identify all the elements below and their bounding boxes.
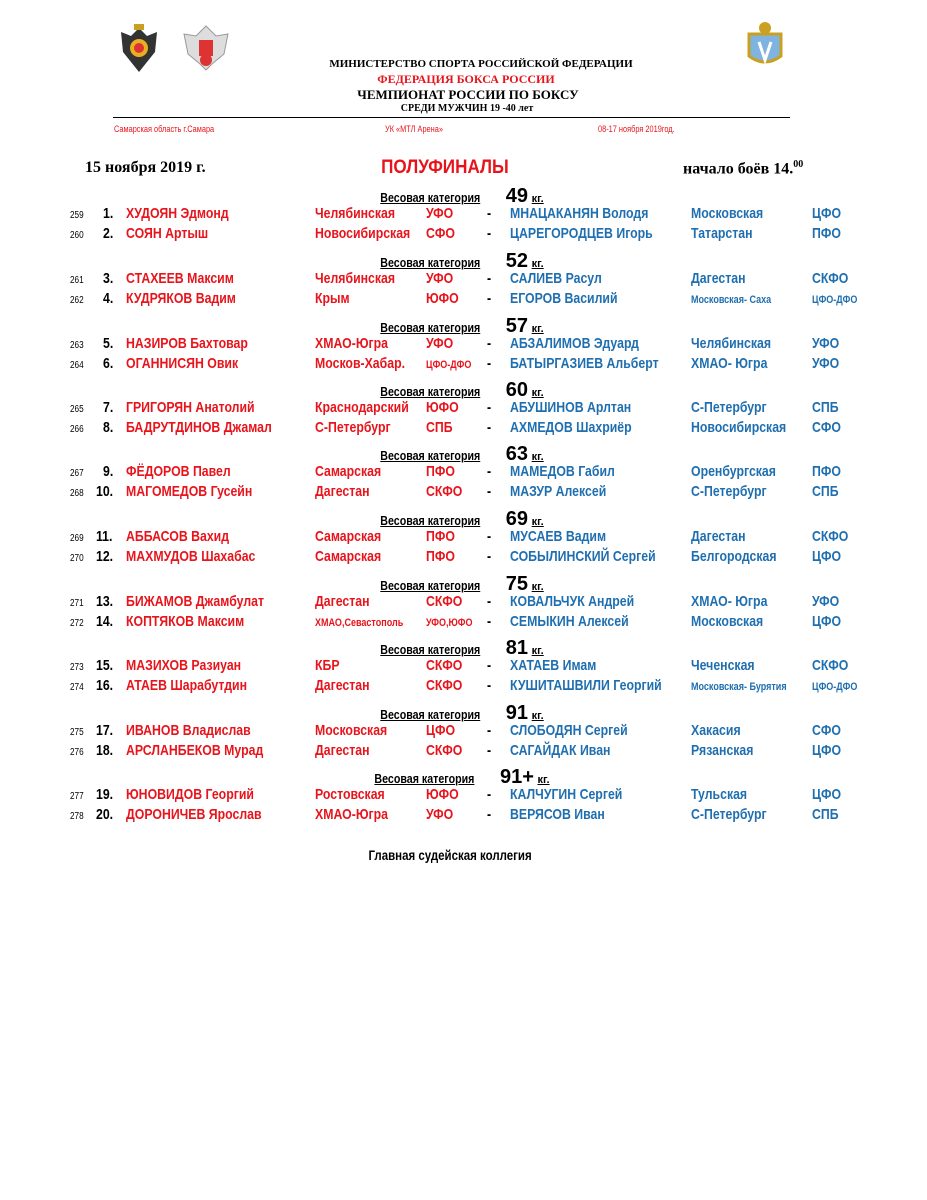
blue-boxer-name: ЕГОРОВ Василий <box>510 289 618 307</box>
weight-category-header: Весовая категория 91 кг. <box>380 702 544 724</box>
blue-boxer-region: Белгородская <box>691 547 777 565</box>
blue-boxer-district: СФО <box>812 722 841 739</box>
red-boxer-region: Москов-Хабар. <box>315 354 406 372</box>
bout-number: 276 <box>70 746 84 758</box>
red-boxer-region: Дагестан <box>315 593 370 610</box>
championship-title: ЧЕМПИОНАТ РОССИИ ПО БОКСУ <box>357 87 579 102</box>
versus-dash: - <box>487 289 492 307</box>
bout-index: 7. <box>103 399 114 416</box>
versus-dash: - <box>487 786 492 803</box>
bout-number: 260 <box>70 229 84 241</box>
versus-dash: - <box>487 418 492 436</box>
blue-boxer-district: УФО <box>812 335 840 352</box>
red-boxer-district: СКФО <box>426 676 463 694</box>
blue-boxer-district: УФО <box>812 354 840 372</box>
weight-category-header: Весовая категория 63 кг. <box>380 443 544 465</box>
red-boxer-district: ПФО <box>426 547 455 565</box>
bout-number: 277 <box>70 791 84 802</box>
red-boxer-region: Челябинская <box>315 270 396 287</box>
red-boxer-region: ХМАО,Севастополь <box>315 616 404 629</box>
blue-boxer-district: ЦФО-ДФО <box>812 680 858 693</box>
bout-index: 15. <box>96 657 114 674</box>
blue-boxer-region: Дагестан <box>691 270 746 287</box>
red-boxer-region: Самарская <box>315 528 382 545</box>
weight-category-header: Весовая категория 49 кг. <box>380 185 544 207</box>
bout-number: 264 <box>70 359 84 371</box>
russian-eagle-emblem-icon <box>117 22 161 74</box>
blue-boxer-district: ПФО <box>812 463 841 480</box>
versus-dash: - <box>487 463 492 480</box>
bout-number: 265 <box>70 404 84 415</box>
red-boxer-district: УФО <box>426 805 454 823</box>
bout-index: 20. <box>96 805 114 823</box>
red-boxer-name: СТАХЕЕВ Максим <box>126 270 234 287</box>
red-boxer-name: ГРИГОРЯН Анатолий <box>126 399 255 416</box>
red-boxer-region: ХМАО-Югра <box>315 335 389 352</box>
weight-category-header: Весовая категория 52 кг. <box>380 250 544 272</box>
blue-boxer-region: Челябинская <box>691 335 772 352</box>
blue-boxer-name: САЛИЕВ Расул <box>510 270 602 287</box>
red-boxer-region: Дагестан <box>315 741 370 759</box>
bout-index: 2. <box>103 224 114 242</box>
blue-boxer-region: Оренбургская <box>691 463 776 480</box>
red-boxer-district: СКФО <box>426 593 463 610</box>
blue-boxer-name: АХМЕДОВ Шахриёр <box>510 418 632 436</box>
blue-boxer-district: ЦФО <box>812 741 842 759</box>
session-date: 15 ноября 2019 г. <box>85 159 206 176</box>
blue-boxer-name: КОВАЛЬЧУК Андрей <box>510 593 635 610</box>
bout-number: 262 <box>70 294 84 306</box>
blue-boxer-name: КУШИТАШВИЛИ Георгий <box>510 676 662 694</box>
red-boxer-region: КБР <box>315 657 340 674</box>
red-boxer-district: ЮФО <box>426 399 459 416</box>
blue-boxer-region: Тульская <box>691 786 748 803</box>
red-boxer-name: БИЖАМОВ Джамбулат <box>126 593 265 610</box>
blue-boxer-name: АБЗАЛИМОВ Эдуард <box>510 335 639 352</box>
footer-signature: Главная судейская коллегия <box>368 847 532 863</box>
header-divider <box>113 117 790 118</box>
blue-boxer-name: МНАЦАКАНЯН Володя <box>510 205 649 222</box>
blue-boxer-region: Чеченская <box>691 657 755 674</box>
blue-boxer-region: Рязанская <box>691 741 754 759</box>
bout-index: 11. <box>96 528 113 545</box>
versus-dash: - <box>487 657 492 674</box>
bout-number: 267 <box>70 468 84 479</box>
blue-boxer-district: СФО <box>812 418 841 436</box>
blue-boxer-region: С-Петербург <box>691 805 767 823</box>
red-boxer-region: Челябинская <box>315 205 396 222</box>
blue-boxer-district: ЦФО <box>812 612 842 630</box>
weight-category-header: Весовая категория 75 кг. <box>380 573 544 595</box>
red-boxer-region: Краснодарский <box>315 399 409 416</box>
samara-region-coat-of-arms-icon <box>743 20 787 70</box>
bout-number: 269 <box>70 533 84 544</box>
blue-boxer-region: ХМАО- Югра <box>691 354 768 372</box>
red-boxer-region: Дагестан <box>315 482 370 500</box>
red-boxer-region: Дагестан <box>315 676 370 694</box>
bout-number: 266 <box>70 423 84 435</box>
red-boxer-name: ИВАНОВ Владислав <box>126 722 251 739</box>
blue-boxer-name: ВЕРЯСОВ Иван <box>510 805 605 823</box>
bout-index: 10. <box>96 482 114 500</box>
blue-boxer-district: СКФО <box>812 270 849 287</box>
bout-index: 19. <box>96 786 114 803</box>
weight-category-header: Весовая категория 81 кг. <box>380 637 544 659</box>
dates-text: 08-17 ноября 2019год. <box>598 124 675 134</box>
blue-boxer-name: СЕМЫКИН Алексей <box>510 612 629 630</box>
versus-dash: - <box>487 676 492 694</box>
bout-index: 16. <box>96 676 114 694</box>
red-boxer-name: КОПТЯКОВ Максим <box>126 612 245 630</box>
bout-number: 270 <box>70 552 84 564</box>
bout-index: 9. <box>103 463 114 480</box>
red-boxer-region: Крым <box>315 289 350 307</box>
blue-boxer-name: БАТЫРГАЗИЕВ Альберт <box>510 354 659 372</box>
red-boxer-district: УФО <box>426 205 454 222</box>
red-boxer-name: ЮНОВИДОВ Георгий <box>126 786 254 803</box>
bout-number: 263 <box>70 340 84 351</box>
blue-boxer-name: КАЛЧУГИН Сергей <box>510 786 623 803</box>
stage-title: ПОЛУФИНАЛЫ <box>381 157 509 178</box>
red-boxer-district: ПФО <box>426 463 455 480</box>
red-boxer-name: АРСЛАНБЕКОВ Мурад <box>126 741 264 759</box>
red-boxer-district: ЮФО <box>426 786 459 803</box>
red-boxer-name: БАДРУТДИНОВ Джамал <box>126 418 272 436</box>
bout-index: 13. <box>96 593 114 610</box>
red-boxer-district: ПФО <box>426 528 455 545</box>
versus-dash: - <box>487 270 492 287</box>
versus-dash: - <box>487 722 492 739</box>
bout-number: 278 <box>70 810 84 822</box>
bout-index: 4. <box>103 289 114 307</box>
blue-boxer-name: МАЗУР Алексей <box>510 482 607 500</box>
start-time: начало боёв 14.00 <box>683 159 804 178</box>
versus-dash: - <box>487 805 492 823</box>
sports-ministry-emblem-icon <box>182 22 230 72</box>
bout-number: 275 <box>70 727 84 738</box>
division-title: СРЕДИ МУЖЧИН 19 -40 лет <box>400 103 534 114</box>
blue-boxer-name: СОБЫЛИНСКИЙ Сергей <box>510 547 656 565</box>
red-boxer-region: Самарская <box>315 547 382 565</box>
bout-number: 261 <box>70 275 84 286</box>
red-boxer-district: ЮФО <box>426 289 459 307</box>
blue-boxer-district: СПБ <box>812 399 839 416</box>
red-boxer-name: МАГОМЕДОВ Гусейн <box>126 482 253 500</box>
blue-boxer-district: ЦФО-ДФО <box>812 293 858 306</box>
weight-category-header: Весовая категория 91+ кг. <box>374 766 550 788</box>
blue-boxer-district: ЦФО <box>812 547 842 565</box>
blue-boxer-district: ЦФО <box>812 205 842 222</box>
red-boxer-name: СОЯН Артыш <box>126 224 209 242</box>
blue-boxer-region: Московская <box>691 612 764 630</box>
blue-boxer-name: МАМЕДОВ Габил <box>510 463 615 480</box>
bout-index: 14. <box>96 612 114 630</box>
red-boxer-district: СКФО <box>426 741 463 759</box>
red-boxer-district: СПБ <box>426 418 453 436</box>
red-boxer-name: МАЗИХОВ Разиуан <box>126 657 242 674</box>
red-boxer-name: ФЁДОРОВ Павел <box>126 463 231 480</box>
red-boxer-name: КУДРЯКОВ Вадим <box>126 289 236 307</box>
red-boxer-district: СКФО <box>426 482 463 500</box>
bout-index: 5. <box>103 335 114 352</box>
versus-dash: - <box>487 205 492 222</box>
versus-dash: - <box>487 354 492 372</box>
red-boxer-district: УФО,ЮФО <box>426 616 473 629</box>
versus-dash: - <box>487 741 492 759</box>
blue-boxer-region: С-Петербург <box>691 399 767 416</box>
versus-dash: - <box>487 224 492 242</box>
blue-boxer-name: АБУШИНОВ Арлтан <box>510 399 632 416</box>
bout-index: 6. <box>103 354 114 372</box>
versus-dash: - <box>487 399 492 416</box>
blue-boxer-region: Московская- Саха <box>691 293 772 306</box>
versus-dash: - <box>487 482 492 500</box>
red-boxer-name: АТАЕВ Шарабутдин <box>126 676 248 694</box>
blue-boxer-district: ЦФО <box>812 786 842 803</box>
blue-boxer-name: СЛОБОДЯН Сергей <box>510 722 628 739</box>
blue-boxer-name: ЦАРЕГОРОДЦЕВ Игорь <box>510 224 653 242</box>
blue-boxer-district: СПБ <box>812 482 839 500</box>
federation-title: ФЕДЕРАЦИЯ БОКСА РОССИИ <box>377 72 555 86</box>
blue-boxer-district: СКФО <box>812 657 849 674</box>
red-boxer-name: ДОРОНИЧЕВ Ярослав <box>126 805 262 823</box>
blue-boxer-district: ПФО <box>812 224 841 242</box>
bout-index: 1. <box>103 205 114 222</box>
weight-category-header: Весовая категория 69 кг. <box>380 508 544 530</box>
location-text: Самарская область г.Самара <box>114 124 215 134</box>
red-boxer-district: СКФО <box>426 657 463 674</box>
bout-number: 271 <box>70 598 84 609</box>
red-boxer-name: АББАСОВ Вахид <box>126 528 230 545</box>
bout-number: 268 <box>70 487 84 499</box>
blue-boxer-region: Московская <box>691 205 764 222</box>
red-boxer-name: НАЗИРОВ Бахтовар <box>126 335 248 352</box>
bout-number: 273 <box>70 662 84 673</box>
blue-boxer-region: Новосибирская <box>691 418 787 436</box>
blue-boxer-name: САГАЙДАК Иван <box>510 741 611 759</box>
versus-dash: - <box>487 547 492 565</box>
weight-category-header: Весовая категория 60 кг. <box>380 379 544 401</box>
red-boxer-region: ХМАО-Югра <box>315 805 389 823</box>
versus-dash: - <box>487 335 492 352</box>
bout-index: 12. <box>96 547 114 565</box>
venue-text: УК «МТЛ Арена» <box>385 124 443 134</box>
weight-category-header: Весовая категория 57 кг. <box>380 315 544 337</box>
bout-index: 8. <box>103 418 114 436</box>
red-boxer-district: ЦФО <box>426 722 456 739</box>
red-boxer-district: СФО <box>426 224 455 242</box>
blue-boxer-region: Московская- Бурятия <box>691 680 787 693</box>
red-boxer-name: ХУДОЯН Эдмонд <box>126 205 229 222</box>
blue-boxer-region: Хакасия <box>691 722 741 739</box>
red-boxer-district: ЦФО-ДФО <box>426 358 472 371</box>
versus-dash: - <box>487 593 492 610</box>
bout-number: 259 <box>70 210 84 221</box>
red-boxer-region: Московская <box>315 722 388 739</box>
bout-index: 3. <box>103 270 114 287</box>
red-boxer-region: Новосибирская <box>315 224 411 242</box>
blue-boxer-district: СПБ <box>812 805 839 823</box>
versus-dash: - <box>487 528 492 545</box>
blue-boxer-region: Татарстан <box>691 224 753 242</box>
blue-boxer-region: ХМАО- Югра <box>691 593 768 610</box>
blue-boxer-name: ХАТАЕВ Имам <box>510 657 597 674</box>
bout-number: 272 <box>70 617 84 629</box>
red-boxer-district: УФО <box>426 335 454 352</box>
red-boxer-district: УФО <box>426 270 454 287</box>
red-boxer-region: Ростовская <box>315 786 385 803</box>
blue-boxer-region: С-Петербург <box>691 482 767 500</box>
red-boxer-name: МАХМУДОВ Шахабас <box>126 547 256 565</box>
bout-index: 18. <box>96 741 114 759</box>
blue-boxer-district: СКФО <box>812 528 849 545</box>
blue-boxer-name: МУСАЕВ Вадим <box>510 528 607 545</box>
ministry-title: МИНИСТЕРСТВО СПОРТА РОССИЙСКОЙ ФЕДЕРАЦИИ <box>329 58 633 70</box>
bout-index: 17. <box>96 722 114 739</box>
red-boxer-region: С-Петербург <box>315 418 391 436</box>
blue-boxer-region: Дагестан <box>691 528 746 545</box>
bout-number: 274 <box>70 681 84 693</box>
blue-boxer-district: УФО <box>812 593 840 610</box>
versus-dash: - <box>487 612 492 630</box>
red-boxer-region: Самарская <box>315 463 382 480</box>
red-boxer-name: ОГАННИСЯН Овик <box>126 354 239 372</box>
